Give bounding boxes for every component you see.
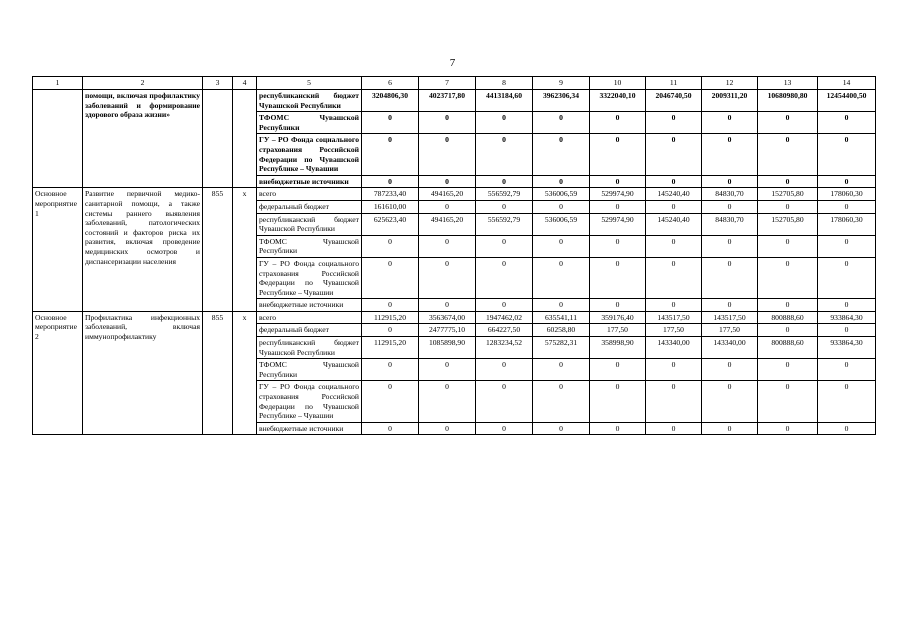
amount-cell: 0 (476, 299, 533, 312)
column-number: 12 (702, 77, 758, 90)
amount-cell: 0 (419, 422, 476, 435)
funding-source: внебюджетные источники (257, 175, 362, 188)
amount-cell: 112915,20 (362, 337, 419, 359)
amount-cell: 0 (646, 359, 702, 381)
amount-cell: 145240,40 (646, 213, 702, 235)
amount-cell: 84830,70 (702, 213, 758, 235)
amount-cell: 0 (590, 134, 646, 175)
amount-cell: 0 (476, 235, 533, 257)
funding-source: федеральный бюджет (257, 200, 362, 213)
amount-cell: 60258,80 (533, 324, 590, 337)
amount-cell: 0 (590, 359, 646, 381)
amount-cell: 143340,00 (702, 337, 758, 359)
amount-cell: 358998,90 (590, 337, 646, 359)
amount-cell: 0 (646, 175, 702, 188)
amount-cell: 664227,50 (476, 324, 533, 337)
amount-cell: 112915,20 (362, 311, 419, 324)
column-number: 14 (818, 77, 876, 90)
amount-cell: 0 (362, 359, 419, 381)
amount-cell: 0 (758, 134, 818, 175)
amount-cell: 0 (590, 235, 646, 257)
amount-cell: 0 (476, 257, 533, 298)
amount-cell: 152705,80 (758, 213, 818, 235)
amount-cell: 0 (758, 175, 818, 188)
amount-cell: 529974,90 (590, 188, 646, 201)
amount-cell: 0 (590, 381, 646, 422)
event-description: помощи, включая профилактику заболеваний и формирование здорового образа жизни» (83, 90, 203, 188)
amount-cell: 2477775,10 (419, 324, 476, 337)
amount-cell: 0 (476, 200, 533, 213)
amount-cell: 0 (362, 134, 419, 175)
budget-table (32, 76, 876, 435)
amount-cell: 0 (758, 200, 818, 213)
amount-cell: 556592,79 (476, 213, 533, 235)
funding-source: ГУ – РО Фонда социального страхования Российской Федерации по Чувашской Республике – Чувашии (257, 134, 362, 175)
amount-cell: 0 (758, 299, 818, 312)
amount-cell: 0 (533, 359, 590, 381)
amount-cell: 0 (476, 422, 533, 435)
amount-cell: 0 (646, 134, 702, 175)
grbs-code: 855 (203, 188, 233, 312)
amount-cell: 0 (590, 257, 646, 298)
amount-cell: 0 (533, 381, 590, 422)
amount-cell: 0 (702, 257, 758, 298)
amount-cell: 0 (590, 200, 646, 213)
page-number: 7 (449, 57, 456, 69)
amount-cell: 0 (646, 235, 702, 257)
amount-cell: 536006,59 (533, 213, 590, 235)
amount-cell: 0 (419, 359, 476, 381)
amount-cell: 0 (533, 175, 590, 188)
grbs-code: 855 (203, 311, 233, 435)
amount-cell: 0 (702, 422, 758, 435)
amount-cell: 0 (758, 112, 818, 134)
amount-cell: 0 (419, 200, 476, 213)
amount-cell: 0 (702, 200, 758, 213)
amount-cell: 0 (646, 257, 702, 298)
column-number: 11 (646, 77, 702, 90)
amount-cell: 635541,11 (533, 311, 590, 324)
funding-source: ТФОМС Чувашской Республики (257, 359, 362, 381)
amount-cell: 0 (419, 134, 476, 175)
column-number: 9 (533, 77, 590, 90)
event-label: Основное мероприятие 2 (33, 311, 83, 435)
funding-source: внебюджетные источники (257, 422, 362, 435)
amount-cell: 0 (362, 257, 419, 298)
funding-source: ГУ – РО Фонда социального страхования Российской Федерации по Чувашской Республике – Чувашии (257, 257, 362, 298)
amount-cell: 4023717,80 (419, 90, 476, 112)
amount-cell: 0 (533, 235, 590, 257)
column-number: 2 (83, 77, 203, 90)
amount-cell: 0 (646, 299, 702, 312)
funding-source: ТФОМС Чувашской Республики (257, 235, 362, 257)
funding-source: федеральный бюджет (257, 324, 362, 337)
funding-source: республиканский бюджет Чувашской Республики (257, 213, 362, 235)
column-number: 10 (590, 77, 646, 90)
amount-cell: 0 (818, 299, 876, 312)
amount-cell: 0 (362, 235, 419, 257)
amount-cell: 0 (476, 134, 533, 175)
amount-cell: 3563674,00 (419, 311, 476, 324)
amount-cell: 152705,80 (758, 188, 818, 201)
amount-cell: 0 (476, 175, 533, 188)
amount-cell: 0 (419, 175, 476, 188)
amount-cell: 0 (758, 257, 818, 298)
column-number: 7 (419, 77, 476, 90)
amount-cell: 0 (419, 235, 476, 257)
table-row (33, 311, 876, 324)
amount-cell: 2009311,20 (702, 90, 758, 112)
amount-cell: 0 (818, 422, 876, 435)
event-label-cell (33, 90, 83, 188)
amount-cell: 84830,70 (702, 188, 758, 201)
amount-cell: 1947462,02 (476, 311, 533, 324)
amount-cell: 0 (362, 422, 419, 435)
event-description: Развитие первичной медико-санитарной помощи, а также системы раннего выявления заболеваний, патологических состояний и факторов риска их развития, включая проведение медицинских осмотров и диспансеризации населения (83, 188, 203, 312)
amount-cell: 0 (533, 257, 590, 298)
amount-cell: 0 (646, 112, 702, 134)
column-number: 8 (476, 77, 533, 90)
column-number: 13 (758, 77, 818, 90)
amount-cell: 0 (758, 324, 818, 337)
funding-source: всего (257, 311, 362, 324)
amount-cell: 0 (419, 381, 476, 422)
grbs-cell (203, 90, 233, 188)
amount-cell: 0 (476, 381, 533, 422)
amount-cell: 178060,30 (818, 188, 876, 201)
amount-cell: 0 (818, 257, 876, 298)
amount-cell: 177,50 (590, 324, 646, 337)
amount-cell: 0 (533, 134, 590, 175)
amount-cell: 3962306,34 (533, 90, 590, 112)
amount-cell: 4413184,60 (476, 90, 533, 112)
amount-cell: 0 (419, 257, 476, 298)
amount-cell: 0 (646, 381, 702, 422)
amount-cell: 0 (702, 134, 758, 175)
amount-cell: 0 (702, 175, 758, 188)
amount-cell: 12454400,50 (818, 90, 876, 112)
amount-cell: 800888,60 (758, 311, 818, 324)
amount-cell: 0 (818, 112, 876, 134)
amount-cell: 2046740,50 (646, 90, 702, 112)
amount-cell: 359176,40 (590, 311, 646, 324)
amount-cell: 787233,40 (362, 188, 419, 201)
amount-cell: 0 (818, 235, 876, 257)
amount-cell: 0 (702, 381, 758, 422)
amount-cell: 0 (702, 112, 758, 134)
amount-cell: 0 (818, 175, 876, 188)
amount-cell: 494165,20 (419, 188, 476, 201)
amount-cell: 0 (476, 112, 533, 134)
rz-code: x (233, 311, 257, 435)
amount-cell: 529974,90 (590, 213, 646, 235)
amount-cell: 177,50 (702, 324, 758, 337)
amount-cell: 0 (758, 235, 818, 257)
amount-cell: 556592,79 (476, 188, 533, 201)
amount-cell: 0 (646, 200, 702, 213)
amount-cell: 143340,00 (646, 337, 702, 359)
amount-cell: 178060,30 (818, 213, 876, 235)
amount-cell: 0 (533, 422, 590, 435)
amount-cell: 0 (758, 381, 818, 422)
amount-cell: 0 (818, 381, 876, 422)
amount-cell: 494165,20 (419, 213, 476, 235)
column-number: 5 (257, 77, 362, 90)
amount-cell: 0 (702, 359, 758, 381)
column-number: 6 (362, 77, 419, 90)
amount-cell: 0 (818, 134, 876, 175)
amount-cell: 1283234,52 (476, 337, 533, 359)
rz-cell (233, 90, 257, 188)
amount-cell: 0 (362, 381, 419, 422)
amount-cell: 0 (533, 299, 590, 312)
amount-cell: 933864,30 (818, 311, 876, 324)
rz-code: x (233, 188, 257, 312)
column-number: 1 (33, 77, 83, 90)
amount-cell: 0 (533, 112, 590, 134)
amount-cell: 0 (646, 422, 702, 435)
amount-cell: 933864,30 (818, 337, 876, 359)
amount-cell: 10680980,80 (758, 90, 818, 112)
table-row (33, 90, 876, 112)
amount-cell: 575282,31 (533, 337, 590, 359)
amount-cell: 0 (533, 200, 590, 213)
header-row (33, 77, 876, 90)
funding-source: республиканский бюджет Чувашской Республики (257, 337, 362, 359)
event-description: Профилактика инфекционных заболеваний, включая иммунопрофилактику (83, 311, 203, 435)
amount-cell: 161610,00 (362, 200, 419, 213)
column-number: 3 (203, 77, 233, 90)
funding-source: республиканский бюджет Чувашской Республики (257, 90, 362, 112)
amount-cell: 625623,40 (362, 213, 419, 235)
amount-cell: 0 (419, 112, 476, 134)
amount-cell: 0 (590, 299, 646, 312)
amount-cell: 0 (362, 175, 419, 188)
amount-cell: 0 (362, 112, 419, 134)
amount-cell: 0 (818, 200, 876, 213)
amount-cell: 0 (362, 324, 419, 337)
amount-cell: 3322040,10 (590, 90, 646, 112)
amount-cell: 145240,40 (646, 188, 702, 201)
amount-cell: 143517,50 (646, 311, 702, 324)
amount-cell: 0 (590, 175, 646, 188)
amount-cell: 0 (419, 299, 476, 312)
amount-cell: 0 (590, 422, 646, 435)
amount-cell: 0 (758, 359, 818, 381)
funding-source: внебюджетные источники (257, 299, 362, 312)
amount-cell: 0 (702, 299, 758, 312)
event-label: Основное мероприятие 1 (33, 188, 83, 312)
funding-source: ГУ – РО Фонда социального страхования Российской Федерации по Чувашской Республике – Чувашии (257, 381, 362, 422)
amount-cell: 0 (758, 422, 818, 435)
amount-cell: 1085898,90 (419, 337, 476, 359)
amount-cell: 143517,50 (702, 311, 758, 324)
amount-cell: 0 (590, 112, 646, 134)
amount-cell: 0 (818, 359, 876, 381)
column-number: 4 (233, 77, 257, 90)
funding-source: ТФОМС Чувашской Республики (257, 112, 362, 134)
amount-cell: 0 (818, 324, 876, 337)
amount-cell: 0 (362, 299, 419, 312)
table-row (33, 188, 876, 201)
amount-cell: 0 (702, 235, 758, 257)
amount-cell: 3204806,30 (362, 90, 419, 112)
amount-cell: 177,50 (646, 324, 702, 337)
amount-cell: 0 (476, 359, 533, 381)
funding-source: всего (257, 188, 362, 201)
amount-cell: 536006,59 (533, 188, 590, 201)
amount-cell: 800888,60 (758, 337, 818, 359)
